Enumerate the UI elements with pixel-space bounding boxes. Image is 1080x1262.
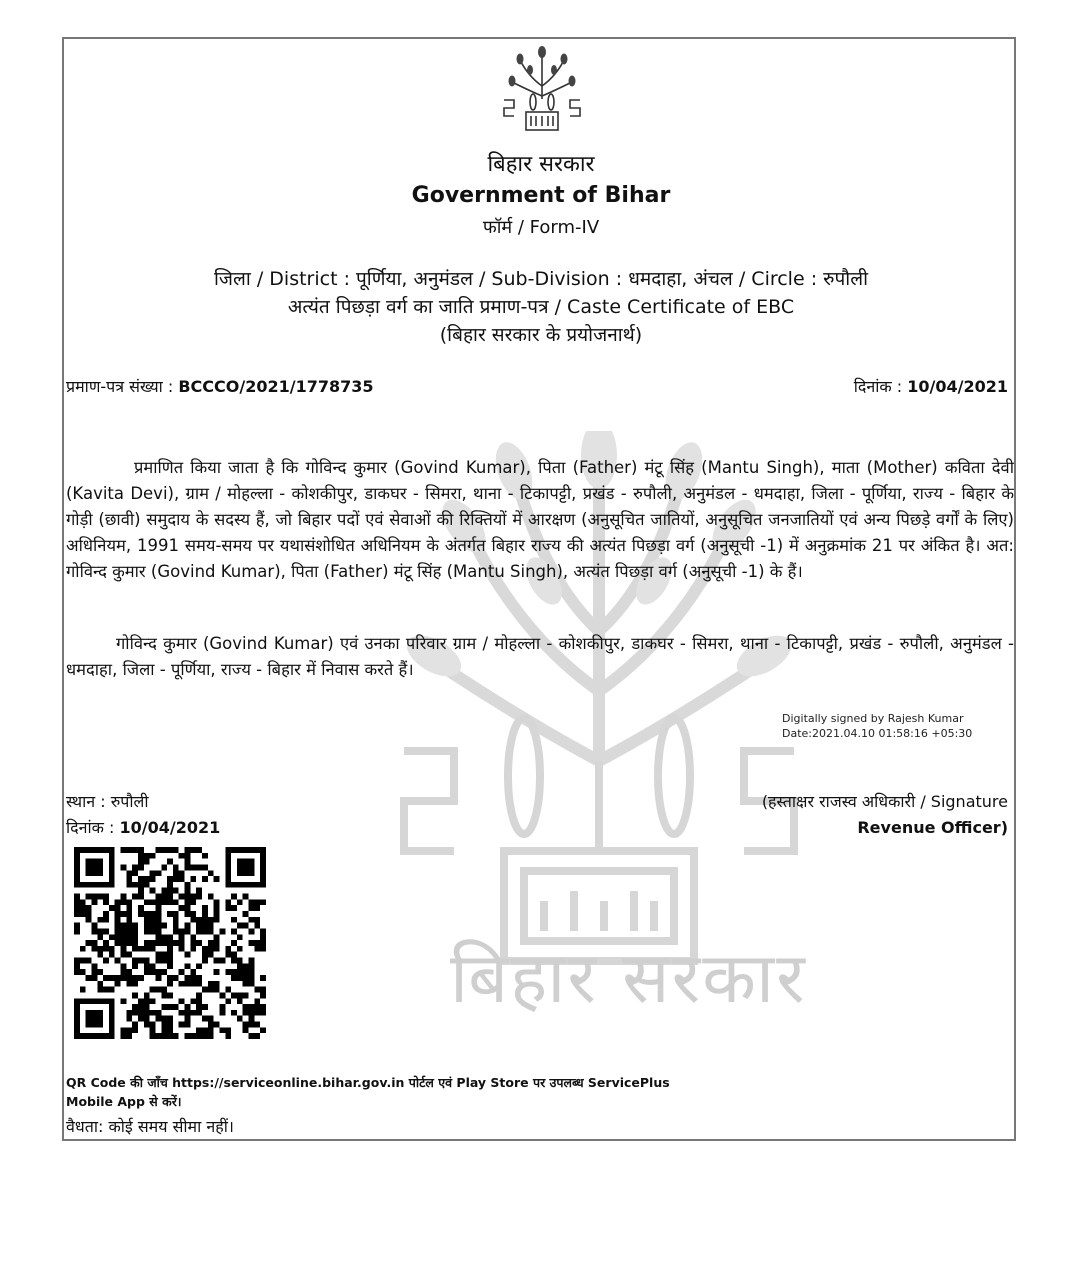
qr-note-line-2: Mobile App से करें। — [66, 1094, 182, 1109]
issue-date-value: 10/04/2021 — [907, 377, 1008, 396]
place-date-value: 10/04/2021 — [119, 818, 221, 837]
form-number: फॉर्म / Form-IV — [482, 217, 600, 238]
place-label: स्थान : — [66, 792, 106, 811]
digital-signature-line-1: Digitally signed by Rajesh Kumar — [782, 712, 964, 725]
place-and-date — [66, 789, 220, 841]
watermark-text: बिहार सरकार — [450, 937, 807, 1019]
certificate-body-paragraph-1: प्रमाणित किया जाता है कि गोविन्द कुमार (Govind Kumar), पिता (Father) मंटू सिंह (Mantu Singh), माता (Mother) कविता देवी (Kavita Devi), ग्राम / मोहल्ला - कोशकीपुर, डाकघर - सिमरा, थाना - टिकापट्टी, प्रखंड - रुपौली, अनुमंडल - धमदाहा, जिला - पूर्णिया, राज्य - बिहार के गोड़ी (छावी) समुदाय के सदस्य हैं, जो बिहार पदों एवं सेवाओं की रिक्तियों में आरक्षण (अनुसूचित जातियों, अनुसूचित जनजातियों एवं अन्य पिछड़े वर्गों के लिए) अधिनियम, 1991 समय-समय पर यथासंशोधित अधिनियम के अंतर्गत बिहार राज्य की अत्यंत पिछड़ा वर्ग (अनुसूची -1) में अनुक्रमांक 21 पर अंकित है। अत: गोविन्द कुमार (Govind Kumar), पिता (Father) मंटू सिंह (Mantu Singh), अत्यंत पिछड़ा वर्ग (अनुसूची -1) के हैं। — [66, 458, 1014, 581]
digital-signature-note — [782, 711, 972, 741]
certificate-number-value: BCCCO/2021/1778735 — [178, 377, 374, 396]
place-value: रुपौली — [110, 792, 149, 811]
district-line: जिला / District : पूर्णिया, अनुमंडल / Sub-Division : धमदाहा, अंचल / Circle : रुपौली — [213, 268, 869, 290]
certificate-frame — [62, 37, 1016, 1141]
certificate-purpose: (बिहार सरकार के प्रयोजनार्थ) — [439, 324, 643, 346]
header-title-hindi: बिहार सरकार — [487, 152, 595, 177]
officer-signature-line-2: Revenue Officer) — [857, 818, 1008, 837]
place-date-row — [66, 815, 220, 841]
bihar-emblem-icon — [500, 44, 584, 134]
place-date-label: दिनांक : — [66, 818, 115, 837]
qr-note-line-1: QR Code की जाँच https://serviceonline.bihar.gov.in पोर्टल एवं Play Store पर उपलब्ध ServicePlus — [66, 1075, 670, 1090]
certificate-number — [66, 375, 374, 397]
issue-date-label: दिनांक : — [853, 377, 903, 396]
validity-note: वैधता: कोई समय सीमा नहीं। — [66, 1117, 234, 1136]
officer-signature — [762, 789, 1008, 841]
certificate-number-label: प्रमाण-पत्र संख्या : — [66, 377, 174, 396]
certificate-body-paragraph-2: गोविन्द कुमार (Govind Kumar) एवं उनका परिवार ग्राम / मोहल्ला - कोशकीपुर, डाकघर - सिमरा, थाना - टिकापट्टी, प्रखंड - रुपौली, अनुमंडल - धमदाहा, जिला - पूर्णिया, राज्य - बिहार में निवास करते हैं। — [66, 634, 1014, 679]
place-row — [66, 789, 220, 815]
digital-signature-line-2: Date:2021.04.10 01:58:16 +05:30 — [782, 727, 973, 740]
header-title-english: Government of Bihar — [411, 183, 671, 208]
certificate-title: अत्यंत पिछड़ा वर्ग का जाति प्रमाण-पत्र / Caste Certificate of EBC — [287, 296, 795, 318]
qr-verification-note — [66, 1073, 670, 1111]
qr-code-icon[interactable] — [74, 847, 266, 1039]
officer-signature-line-1: (हस्ताक्षर राजस्व अधिकारी / Signature — [761, 792, 1008, 811]
issue-date — [854, 375, 1008, 397]
